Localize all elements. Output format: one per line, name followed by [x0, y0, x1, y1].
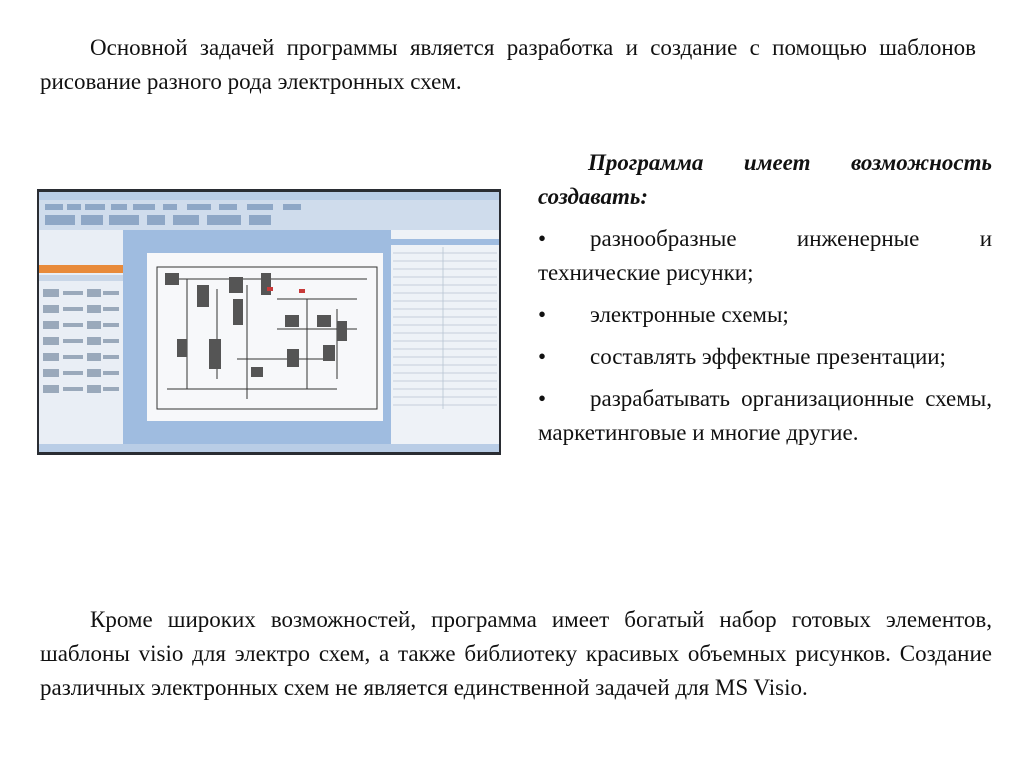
list-item [538, 222, 992, 290]
bullet-marker: • [538, 344, 547, 369]
bullet-marker: • [538, 226, 547, 251]
bullet-marker: • [538, 302, 547, 327]
intro-paragraph: Основной задачей программы является разработка и создание с помощью шаблонов рисование разного рода электронных схем. [40, 35, 976, 94]
outro-paragraph: Кроме широких возможностей, программа имеет богатый набор готовых элементов, шаблоны visio для электро схем, а также библиотеку красивых объемных рисунков. Создание различных электронных схем не является единственной задачей для MS Visio. [40, 607, 992, 700]
visio-screenshot-image [37, 189, 501, 455]
list-item-text: разнообразные инженерные и технические рисунки; [538, 226, 992, 285]
capabilities-heading: Программа имеет возможность создавать: [538, 150, 992, 209]
capabilities-section [538, 146, 992, 458]
bullet-marker: • [538, 386, 547, 411]
list-item [538, 340, 992, 374]
list-item-text: составлять эффектные презентации; [590, 344, 946, 369]
list-item [538, 382, 992, 450]
list-item-text: разрабатывать организационные схемы, маркетинговые и многие другие. [538, 386, 992, 445]
list-item-text: электронные схемы; [590, 302, 789, 327]
list-item [538, 298, 992, 332]
capabilities-list [538, 222, 992, 450]
